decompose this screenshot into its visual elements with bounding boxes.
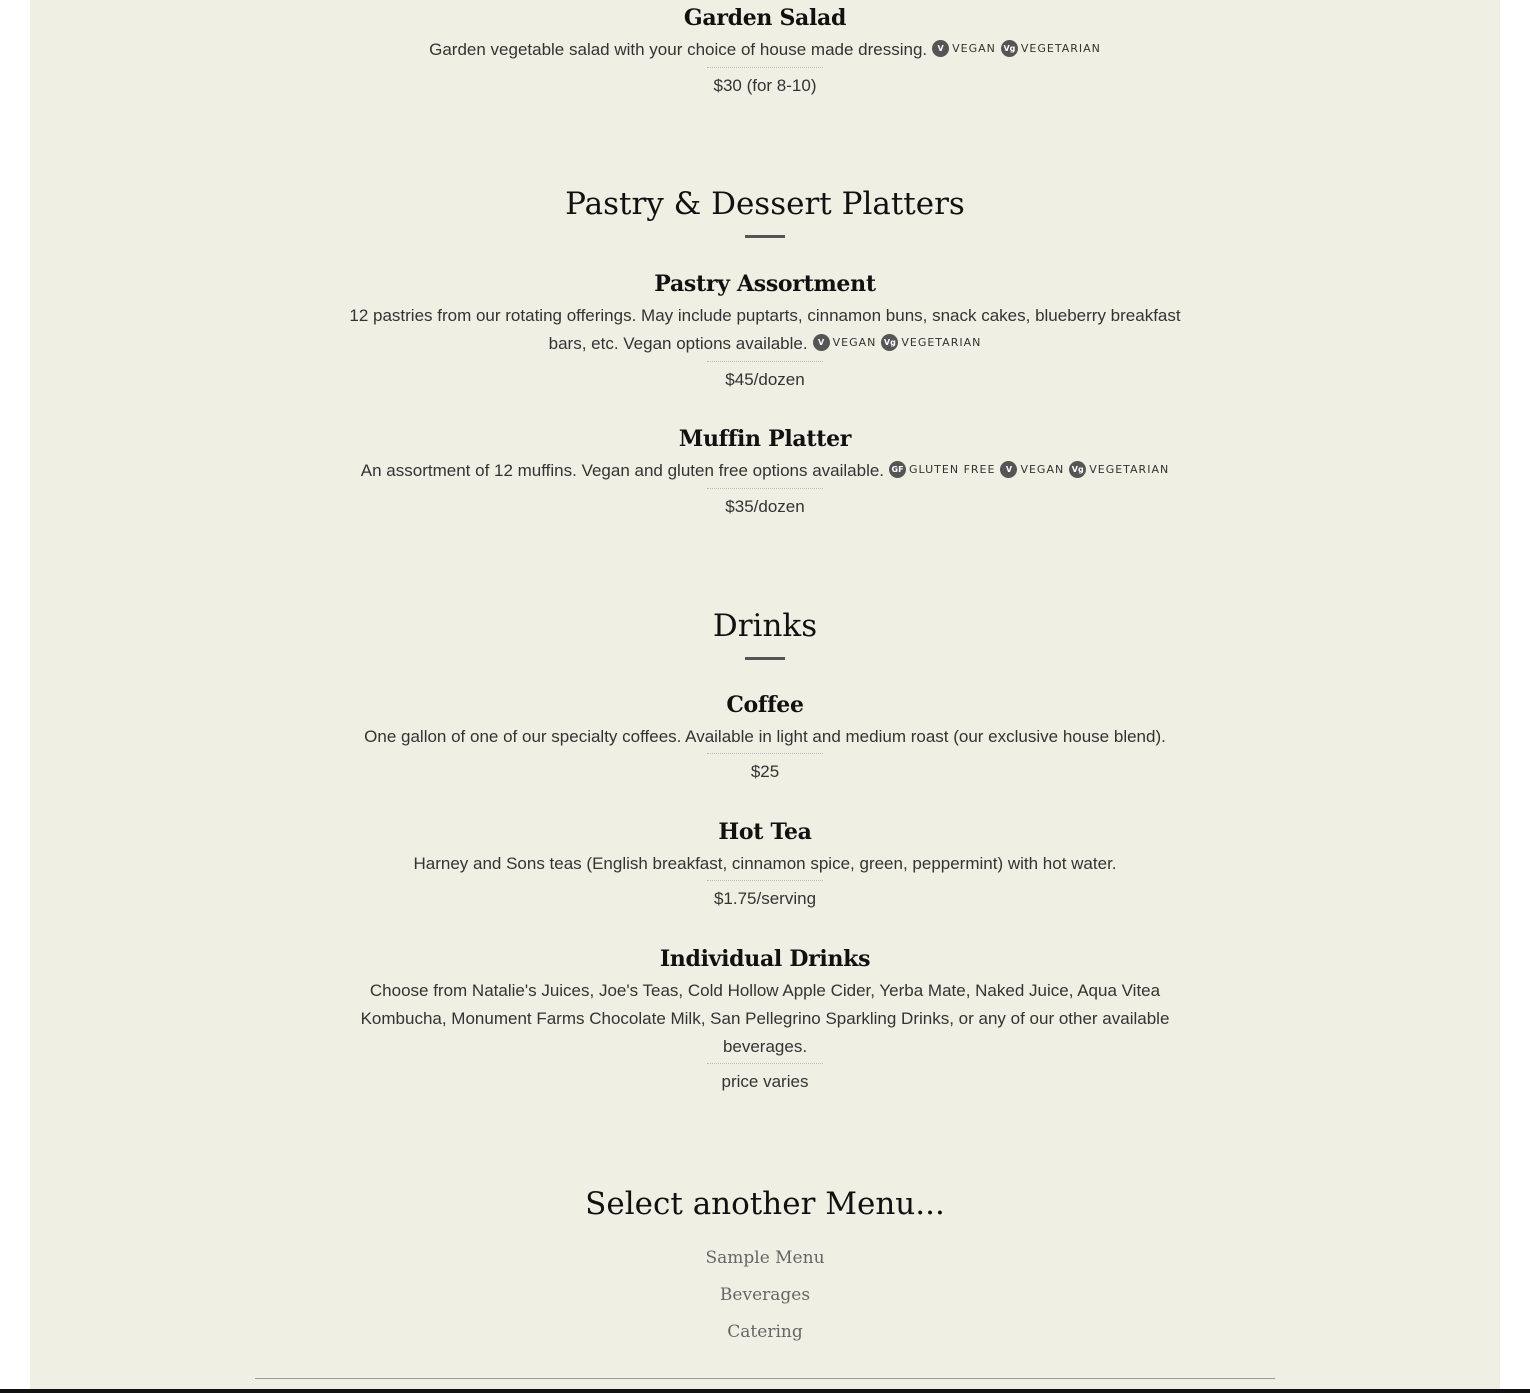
price-separator [707, 1063, 823, 1064]
menu-item-pastry-assortment [0, 270, 1530, 392]
menu-item-garden-salad [0, 4, 1530, 98]
menu-item-muffin-platter [0, 425, 1530, 519]
price-separator [707, 67, 823, 68]
price-separator [707, 753, 823, 754]
menu-link-sample-menu[interactable]: Sample Menu [705, 1248, 825, 1268]
menu-selector-title: Select another Menu... [585, 1186, 945, 1222]
vegan-icon: V [932, 40, 949, 57]
item-price: $25 [750, 762, 780, 781]
menu-item-hot-tea [0, 818, 1530, 911]
vegan-icon: V [1000, 461, 1017, 478]
bottom-bar [0, 1389, 1530, 1393]
item-price: price varies [721, 1072, 809, 1091]
section-title: Drinks [712, 608, 818, 644]
vegan-tag: V VEGAN [1000, 456, 1064, 484]
item-description: An assortment of 12 muffins. Vegan and gluten free options available. GF GLUTEN FREE V VEGAN Vg VEGETARIAN [0, 457, 1530, 486]
item-description: Garden vegetable salad with your choice of house made dressing. V VEGAN Vg VEGETARIAN [0, 36, 1530, 65]
price-separator [707, 488, 823, 489]
item-price: $30 (for 8-10) [713, 75, 817, 95]
vegetarian-tag: Vg VEGETARIAN [1001, 35, 1101, 63]
menu-item-coffee [0, 691, 1530, 784]
item-description: Harney and Sons teas (English breakfast, cinnamon spice, green, peppermint) with hot water. [413, 854, 1117, 873]
vegan-icon: V [813, 334, 830, 351]
vegetarian-tag: Vg VEGETARIAN [1069, 456, 1169, 484]
item-title: Garden Salad [683, 5, 847, 31]
vegetarian-icon: Vg [1001, 40, 1018, 57]
item-description: 12 pastries from our rotating offerings. May include puptarts, cinnamon buns, snack cakes, blueberry breakfast bars, etc. Vegan options available. V VEGAN Vg VEGETARIAN [335, 302, 1195, 359]
item-title: Individual Drinks [659, 946, 871, 972]
menu-selector [0, 1184, 1530, 1351]
vegetarian-icon: Vg [881, 334, 898, 351]
vegan-tag: V VEGAN [813, 329, 877, 357]
item-title: Muffin Platter [678, 426, 852, 452]
item-description: One gallon of one of our specialty coffees. Available in light and medium roast (our exclusive house blend). [364, 727, 1166, 746]
section-header-drinks [0, 606, 1530, 660]
menu-link-beverages[interactable]: Beverages [719, 1285, 811, 1305]
section-divider [745, 235, 785, 238]
item-description: Choose from Natalie's Juices, Joe's Teas, Cold Hollow Apple Cider, Yerba Mate, Naked Juice, Aqua Vitea Kombucha, Monument Farms Chocolate Milk, San Pellegrino Sparkling Drinks, or any of our other available beverages. [360, 981, 1170, 1056]
menu-item-individual-drinks [0, 945, 1530, 1094]
vegetarian-tag: Vg VEGETARIAN [881, 329, 981, 357]
section-header-pastry [0, 184, 1530, 238]
vegetarian-icon: Vg [1069, 461, 1086, 478]
item-price: $45/dozen [725, 369, 805, 389]
price-separator [707, 880, 823, 881]
price-separator [707, 361, 823, 362]
item-price: $35/dozen [725, 496, 805, 516]
item-title: Pastry Assortment [654, 271, 876, 297]
item-title: Coffee [726, 692, 804, 718]
vegan-tag: V VEGAN [932, 35, 996, 63]
section-title: Pastry & Dessert Platters [565, 186, 965, 222]
footer-divider [255, 1378, 1275, 1379]
menu-link-catering[interactable]: Catering [727, 1322, 803, 1342]
gluten-free-icon: GF [889, 461, 906, 478]
item-price: $1.75/serving [713, 889, 817, 908]
section-divider [745, 657, 785, 660]
gluten-free-tag: GF GLUTEN FREE [889, 456, 995, 484]
item-title: Hot Tea [718, 819, 812, 845]
